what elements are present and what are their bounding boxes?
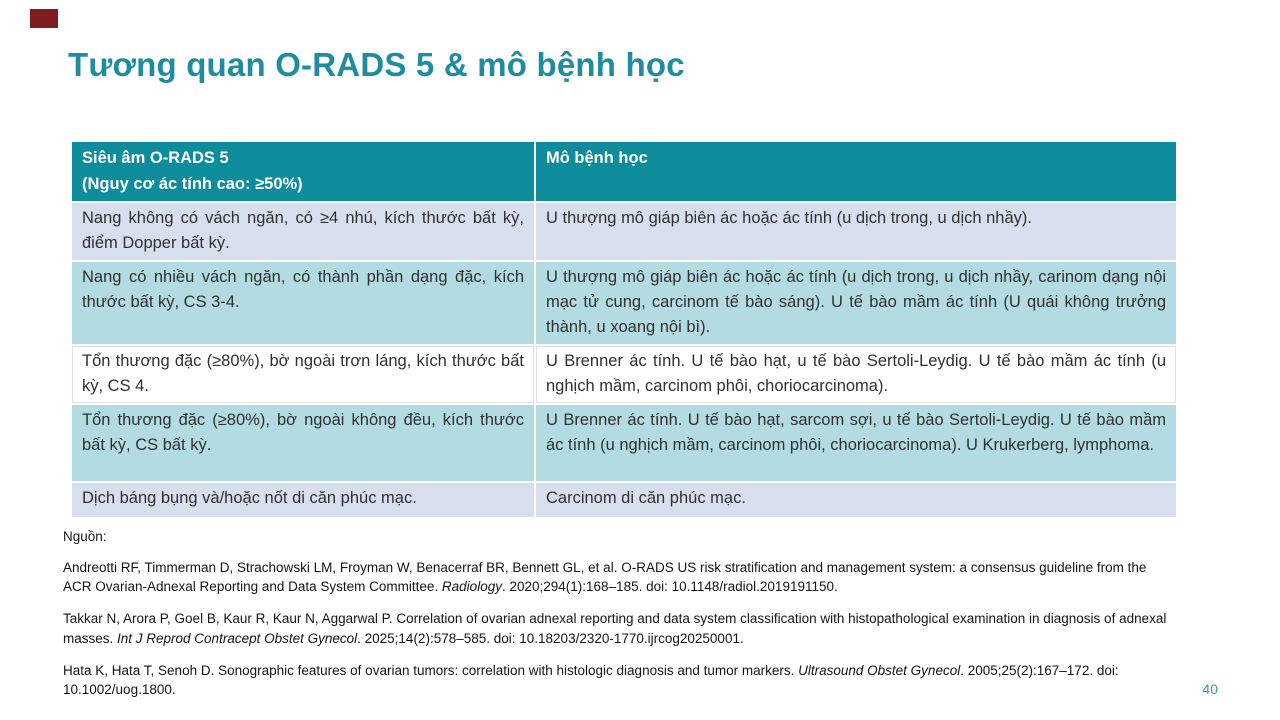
citation-text: Takkar N, Arora P, Goel B, Kaur R, Kaur N, Aggarwal P. Correlation of ovarian adnexal reporting and data system classification with histopathological examination in diagnosis of adnexal masses. [63,611,1167,646]
sources-label: Nguồn: [63,529,107,544]
table-row [72,203,1176,260]
table-row [72,405,1176,481]
cell-histopathology: U thượng mô giáp biên ác hoặc ác tính (u dịch trong, u dịch nhầy). [536,203,1176,260]
cell-histopathology: U Brenner ác tính. U tế bào hạt, sarcom sợi, u tế bào Sertoli-Leydig. U tế bào mầm ác tính (u nghịch mầm, carcinom phôi, choriocarcinoma). U Krukerberg, lymphoma. [536,405,1176,481]
cell-ultrasound-finding: Tổn thương đặc (≥80%), bờ ngoài không đều, kích thước bất kỳ, CS bất kỳ. [72,405,534,481]
citation [63,609,1173,647]
citation-journal: Radiology [441,579,502,595]
header-ultrasound-line1: Siêu âm O-RADS 5 [82,149,229,167]
cell-histopathology: Carcinom di căn phúc mạc. [536,483,1176,517]
cell-ultrasound-finding: Dịch báng bụng và/hoặc nốt di căn phúc mạc. [72,483,534,517]
citation-journal: Int J Reprod Contracept Obstet Gynecol [117,630,358,646]
table-header-row [72,142,1176,201]
citation-text: . 2020;294(1):168–185. doi: 10.1148/radiol.2019191150. [501,579,838,595]
citation-text: Hata K, Hata T, Senoh D. Sonographic features of ovarian tumors: correlation with histologic diagnosis and tumor markers. [63,662,799,678]
citation-text: . 2025;14(2):578–585. doi: 10.18203/2320-1770.ijrcog20250001. [357,630,744,646]
cell-ultrasound-finding: Nang không có vách ngăn, có ≥4 nhú, kích thước bất kỳ, điểm Dopper bất kỳ. [72,203,534,260]
slide-title: Tương quan O-RADS 5 & mô bệnh học [68,46,685,83]
citation-journal: Ultrasound Obstet Gynecol [798,662,961,678]
cell-histopathology: U Brenner ác tính. U tế bào hạt, u tế bào Sertoli-Leydig. U tế bào mầm ác tính (u nghịch mầm, carcinom phôi, choriocarcinoma). [536,346,1176,403]
citation-text: . 2005;25(2):167–172. doi: 10.1002/uog.1800. [63,662,1119,697]
table-row [72,262,1176,344]
header-ultrasound-line2: (Nguy cơ ác tính cao: ≥50%) [82,175,303,193]
citation [63,661,1173,699]
orads-histopathology-table [70,140,1178,519]
header-cell-histopathology: Mô bệnh học [536,142,1176,201]
citation [63,558,1173,596]
cell-histopathology: U thượng mô giáp biên ác hoặc ác tính (u dịch trong, u dịch nhầy, carinom dạng nội mạc tử cung, carcinom tế bào sáng). U tế bào mầm ác tính (U quái không trưởng thành, u xoang nội bì). [536,262,1176,344]
cell-ultrasound-finding: Nang có nhiều vách ngăn, có thành phần dạng đặc, kích thước bất kỳ, CS 3-4. [72,262,534,344]
page-number: 40 [1202,681,1218,697]
table-row [72,346,1176,403]
cell-ultrasound-finding: Tổn thương đặc (≥80%), bờ ngoài trơn láng, kích thước bất kỳ, CS 4. [72,346,534,403]
header-cell-ultrasound [72,142,534,201]
citation-text: Andreotti RF, Timmerman D, Strachowski LM, Froyman W, Benacerraf BR, Bennett GL, et al. O-RADS US risk stratification and management system: a consensus guideline from the ACR Ovarian-Adnexal Reporting and Data System Committee. [63,560,1147,595]
table-row [72,483,1176,517]
sources-section [63,527,1173,712]
corner-accent-mark [30,9,58,28]
